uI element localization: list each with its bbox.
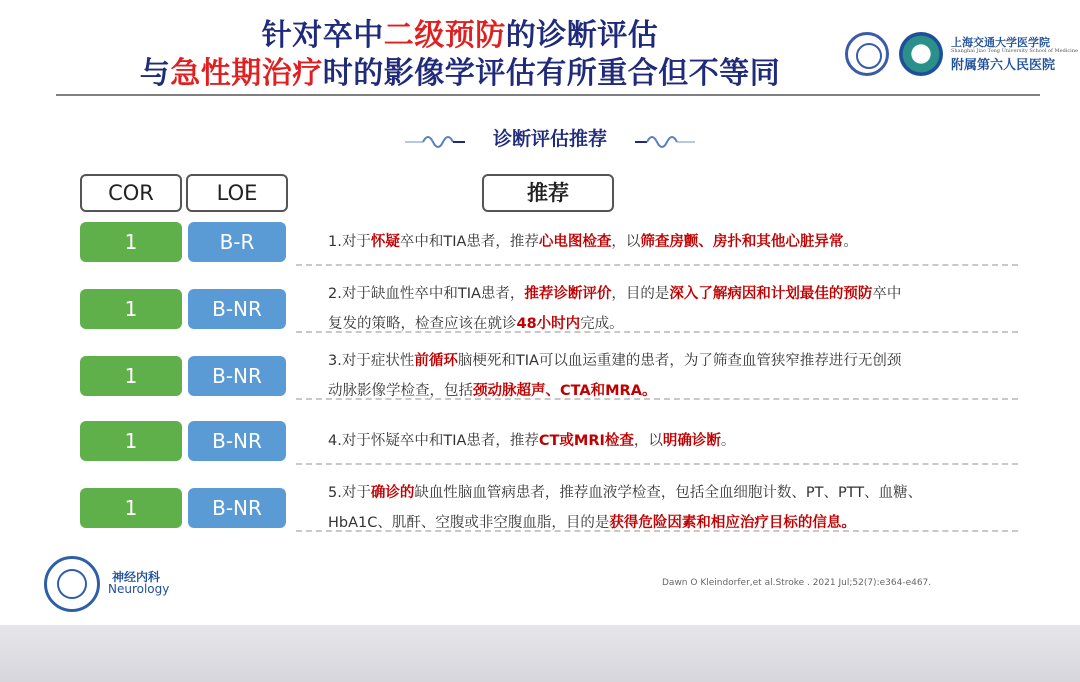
recommendation-text bbox=[328, 426, 1008, 456]
section-header bbox=[405, 124, 695, 154]
cor-badge: 1 bbox=[80, 356, 182, 396]
row-divider bbox=[296, 264, 1018, 266]
body-text: 缺血性脑血管病患者，推荐血液学检查，包括全血细胞计数、PT、PTT、血糖、 bbox=[414, 485, 923, 501]
recommendation-text bbox=[328, 227, 1008, 257]
wave-decoration-right-icon bbox=[635, 128, 695, 150]
body-text: 。 bbox=[843, 234, 858, 250]
hospital-affiliate: 附属第六人民医院 bbox=[951, 58, 1056, 73]
recommendation-line bbox=[328, 478, 1008, 508]
hospital-name-cn: 上海交通大学医学院 bbox=[951, 36, 1050, 49]
body-text: 3.对于症状性 bbox=[328, 353, 415, 369]
recommendation-text bbox=[328, 478, 1008, 538]
header-cor: COR bbox=[80, 174, 182, 212]
row-divider bbox=[296, 398, 1018, 400]
body-text: 卒中和TIA患者，推荐 bbox=[399, 234, 539, 250]
body-text: HbA1C、肌酐、空腹或非空腹血脂，目的是 bbox=[328, 515, 610, 531]
loe-badge: B-NR bbox=[188, 421, 286, 461]
highlight-text: CT或MRI检查 bbox=[538, 433, 634, 449]
body-text: ，以 bbox=[611, 234, 641, 250]
body-text: 。 bbox=[720, 433, 736, 449]
loe-badge: B-R bbox=[188, 222, 286, 262]
body-text: ，目的是 bbox=[611, 286, 670, 302]
body-text: 卒中 bbox=[872, 286, 902, 302]
wave-decoration-left-icon bbox=[405, 128, 465, 150]
title-segment: 二级预防 bbox=[383, 18, 506, 53]
recommendation-text bbox=[328, 346, 1008, 406]
bottom-band bbox=[0, 625, 1080, 682]
title-segment: 时的影像学评估有所重合但不等同 bbox=[322, 56, 781, 91]
recommendation-line bbox=[328, 279, 1008, 309]
body-text: 完成。 bbox=[580, 316, 624, 332]
department-logo-icon bbox=[44, 556, 100, 612]
section-title: 诊断评估推荐 bbox=[492, 128, 607, 150]
title-segment: 急性期治疗 bbox=[170, 56, 323, 91]
highlight-text: 深入了解病因和计划最佳的预防 bbox=[669, 286, 873, 302]
highlight-text: 获得危险因素和相应治疗目标的信息。 bbox=[609, 515, 856, 531]
cor-badge: 1 bbox=[80, 289, 182, 329]
university-seal-icon bbox=[845, 32, 889, 76]
highlight-text: 明确诊断 bbox=[662, 433, 721, 449]
recommendation-line bbox=[328, 346, 1008, 376]
cor-badge: 1 bbox=[80, 222, 182, 262]
title-divider bbox=[56, 94, 1040, 96]
cor-badge: 1 bbox=[80, 421, 182, 461]
hospital-emblem-icon bbox=[899, 32, 943, 76]
highlight-text: 确诊的 bbox=[370, 485, 415, 501]
recommendation-line bbox=[328, 227, 1008, 257]
slide-title-line-2 bbox=[60, 48, 860, 92]
body-text: 1.对于 bbox=[328, 234, 371, 250]
recommendation-line bbox=[328, 426, 1008, 456]
body-text: 复发的策略，检查应该在就诊 bbox=[328, 316, 517, 332]
row-divider bbox=[296, 530, 1018, 532]
body-text: 动脉影像学检查，包括 bbox=[328, 383, 473, 399]
department-name-en: Neurology bbox=[108, 582, 170, 596]
body-text: ，以 bbox=[633, 433, 663, 449]
recommendation-line bbox=[328, 309, 1008, 339]
body-text: 4.对于怀疑卒中和TIA患者，推荐 bbox=[328, 433, 539, 449]
header-loe: LOE bbox=[186, 174, 288, 212]
cor-badge: 1 bbox=[80, 488, 182, 528]
title-segment: 的诊断评估 bbox=[505, 18, 659, 53]
hospital-name-en: Shanghai Jiao Tong University School of Medicine bbox=[951, 48, 1078, 54]
body-text: 5.对于 bbox=[328, 485, 371, 501]
header-recommendation: 推荐 bbox=[482, 174, 614, 212]
loe-badge: B-NR bbox=[188, 488, 286, 528]
hospital-logos bbox=[845, 30, 1078, 78]
citation: Dawn O Kleindorfer,et al.Stroke . 2021 Jul;52(7):e364-e467. bbox=[662, 578, 932, 588]
body-text: 2.对于缺血性卒中和TIA患者， bbox=[328, 286, 525, 302]
highlight-text: 筛查房颤、房扑和其他心脏异常 bbox=[640, 234, 844, 250]
loe-badge: B-NR bbox=[188, 289, 286, 329]
title-segment: 针对卒中 bbox=[261, 18, 384, 53]
recommendation-line bbox=[328, 508, 1008, 538]
recommendation-text bbox=[328, 279, 1008, 339]
highlight-text: 前循环 bbox=[414, 353, 458, 369]
row-divider bbox=[296, 331, 1018, 333]
highlight-text: 怀疑 bbox=[370, 234, 400, 250]
recommendation-line bbox=[328, 376, 1008, 406]
highlight-text: 48小时内 bbox=[516, 316, 581, 332]
row-divider bbox=[296, 463, 1018, 465]
highlight-text: 心电图检查 bbox=[538, 234, 612, 250]
body-text: 脑梗死和TIA可以血运重建的患者，为了筛查血管狭窄推荐进行无创颈 bbox=[457, 353, 902, 369]
department-name-cn: 神经内科 bbox=[112, 570, 161, 584]
title-segment: 与 bbox=[139, 56, 171, 91]
highlight-text: 推荐诊断评价 bbox=[524, 286, 612, 302]
highlight-text: 颈动脉超声、CTA和MRA。 bbox=[473, 383, 657, 399]
loe-badge: B-NR bbox=[188, 356, 286, 396]
